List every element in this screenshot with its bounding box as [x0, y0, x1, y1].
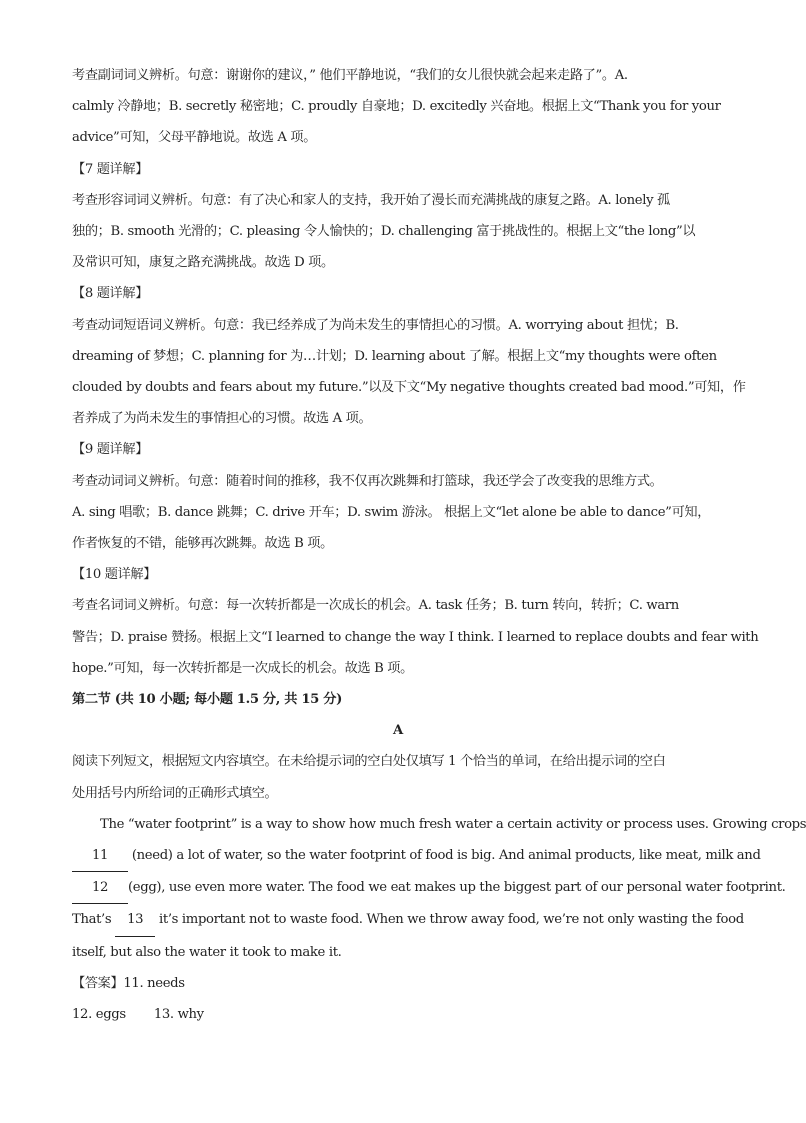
text-line: 考查名词词义辨析。句意：每一次转折都是一次成长的机会。A. task 任务；B. turn 转向，转折；C. warn: [72, 598, 679, 614]
passage-text: (need) a lot of water, so the water footprint of food is big. And animal products, like meat, milk and: [128, 848, 761, 864]
passage-line: [72, 840, 761, 872]
answer-line: [72, 999, 724, 1030]
answer-12: 12. eggs: [72, 1007, 126, 1023]
blank-11[interactable]: 11: [72, 840, 128, 872]
question-heading-10: 【10 题详解】: [72, 567, 157, 583]
text-line: 警告；D. praise 赞扬。根据上文“I learned to change the way I think. I learned to replace doubts and fear with: [72, 629, 759, 645]
text-line: calmly 冷静地；B. secretly 秘密地；C. proudly 自豪地；D. excitedly 兴奋地。根据上文“Thank you for your: [72, 99, 721, 115]
text-line: 者养成了为尚未发生的事情担心的习惯。故选 A 项。: [72, 411, 372, 427]
section-title: 第二节 (共 10 小题; 每小题 1.5 分, 共 15 分): [72, 692, 342, 708]
part-label: A: [393, 723, 403, 739]
text-line: hope.”可知，每一次转折都是一次成长的机会。故选 B 项。: [72, 660, 413, 676]
blank-12[interactable]: 12: [72, 872, 128, 904]
answer-13: 13. why: [153, 1007, 204, 1023]
text-line: 独的；B. smooth 光滑的；C. pleasing 令人愉快的；D. challenging 富于挑战性的。根据上文“the long”以: [72, 224, 696, 240]
answer-line: [72, 968, 724, 999]
text-line: 考查动词词义辨析。句意：随着时间的推移，我不仅再次跳舞和打篮球，我还学会了改变我的思维方式。: [72, 473, 663, 489]
text-line: clouded by doubts and fears about my future.”以及下文“My negative thoughts created bad mood.”可知，作: [72, 380, 746, 396]
text-line: 考查副词词义辨析。句意：谢谢你的建议，” 他们平静地说，“我们的女儿很快就会起来走路了”。A.: [72, 68, 628, 83]
answer-11: 11. needs: [123, 975, 185, 991]
question-heading-9: 【9 题详解】: [72, 442, 149, 458]
text-line: A. sing 唱歌；B. dance 跳舞；C. drive 开车；D. swim 游泳。 根据上文“let alone be able to dance”可知，: [72, 504, 711, 520]
blank-13[interactable]: 13: [115, 904, 155, 936]
instruction-line: 阅读下列短文，根据短文内容填空。在未给提示词的空白处仅填写 1 个恰当的单词，在给出提示词的空白: [72, 754, 666, 770]
text-line: 考查动词短语词义辨析。句意：我已经养成了为尚未发生的事情担心的习惯。A. worrying about 担忧；B.: [72, 317, 679, 333]
text-line: 作者恢复的不错，能够再次跳舞。故选 B 项。: [72, 536, 333, 552]
text-line: advice”可知，父母平静地说。故选 A 项。: [72, 130, 317, 146]
passage-text: That’s: [72, 912, 116, 928]
text-line: 考查形容词词义辨析。句意：有了决心和家人的支持，我开始了漫长而充满挑战的康复之路。A. lonely 孤: [72, 192, 670, 208]
document-page: [72, 60, 806, 1030]
question-heading-7: 【7 题详解】: [72, 161, 149, 177]
answer-label: 【答案】: [72, 975, 124, 991]
passage-line: The “water footprint” is a way to show how much fresh water a certain activity or process uses. Growing crops: [100, 816, 806, 832]
passage-text: it’s important not to waste food. When we throw away food, we’re not only wasting the food: [155, 912, 744, 928]
passage-text: (egg), use even more water. The food we eat makes up the biggest part of our personal water footprint.: [128, 880, 786, 896]
passage-line: [72, 904, 744, 936]
question-heading-8: 【8 题详解】: [72, 286, 149, 302]
text-line: 及常识可知，康复之路充满挑战。故选 D 项。: [72, 255, 334, 271]
passage-line: itself, but also the water it took to make it.: [72, 944, 342, 960]
text-line: dreaming of 梦想；C. planning for 为…计划；D. learning about 了解。根据上文“my thoughts were often: [72, 348, 717, 364]
passage-line: [72, 872, 786, 904]
instruction-line: 处用括号内所给词的正确形式填空。: [72, 785, 278, 801]
